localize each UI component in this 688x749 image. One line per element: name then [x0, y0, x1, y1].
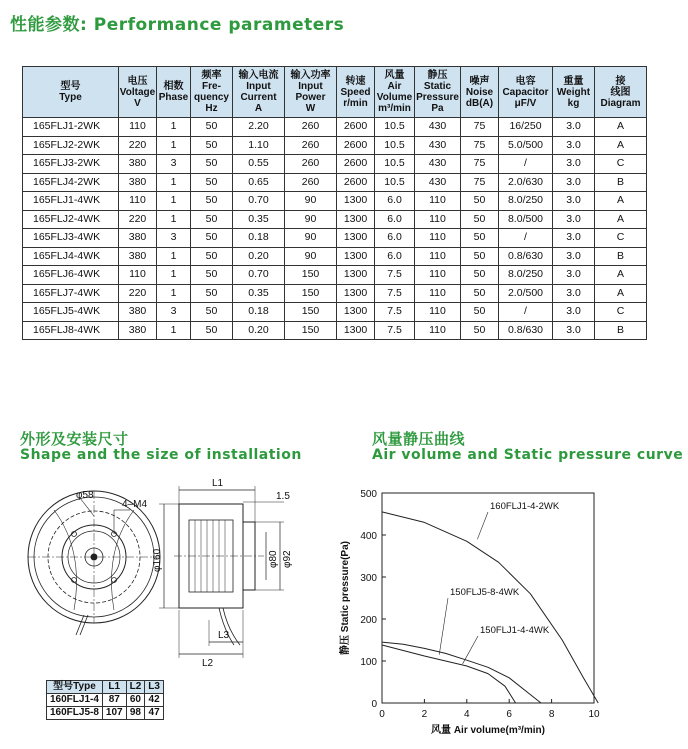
value-cell: 110: [415, 321, 461, 340]
value-cell: 2.20: [233, 118, 285, 137]
column-header-line: Diagram: [600, 97, 641, 109]
model-cell: 165FLJ3-2WK: [23, 155, 119, 174]
value-cell: 380: [119, 247, 157, 266]
value-cell: 220: [119, 284, 157, 303]
value-cell: 2600: [337, 173, 375, 192]
y-tick-label: 0: [371, 699, 377, 710]
value-cell: 3.0: [553, 210, 595, 229]
column-header-line: Voltage: [119, 86, 156, 98]
label-outer-dia: φ160: [152, 548, 163, 572]
value-cell: 430: [415, 118, 461, 137]
dimension-column-header: L2: [126, 681, 145, 694]
column-header-line: 噪声: [469, 75, 490, 87]
value-cell: 90: [285, 192, 337, 211]
column-header: [415, 67, 461, 118]
x-axis-label: 风量 Air volume(m³/min): [431, 725, 545, 736]
table-header-row: [23, 67, 647, 118]
model-cell: 165FLJ8-4WK: [23, 321, 119, 340]
value-cell: 110: [415, 266, 461, 285]
column-header-line: Pa: [431, 103, 444, 114]
value-cell: 7.5: [375, 321, 415, 340]
dimension-table-body: [47, 694, 164, 720]
value-cell: 1: [157, 136, 191, 155]
value-cell: 260: [285, 118, 337, 137]
model-cell: 165FLJ2-4WK: [23, 210, 119, 229]
column-header-line: Input: [298, 81, 323, 92]
value-cell: A: [595, 192, 647, 211]
value-cell: 50: [461, 210, 499, 229]
value-cell: 50: [461, 266, 499, 285]
y-tick-label: 500: [360, 489, 377, 500]
value-cell: 16/250: [499, 118, 553, 137]
value-cell: 110: [415, 210, 461, 229]
value-cell: 1300: [337, 303, 375, 322]
column-header-line: Noise: [465, 86, 494, 98]
model-cell: 165FLJ6-4WK: [23, 266, 119, 285]
value-cell: 3.0: [553, 266, 595, 285]
value-cell: 3.0: [553, 155, 595, 174]
column-header: [375, 67, 415, 118]
series-leader-line: [439, 598, 448, 655]
value-cell: 110: [119, 266, 157, 285]
curve-heading-en: Air volume and Static pressure curve: [372, 447, 684, 463]
value-cell: A: [595, 284, 647, 303]
dimension-column-header: L3: [145, 681, 164, 694]
dimension-table: [46, 680, 164, 720]
value-cell: 50: [191, 284, 233, 303]
value-cell: 1: [157, 266, 191, 285]
column-header-line: 重量: [563, 75, 584, 87]
value-cell: 3: [157, 303, 191, 322]
label-l1: L1: [212, 478, 224, 489]
series-label: 150FLJ1-4-4WK: [480, 625, 550, 636]
plot-frame: [382, 493, 594, 703]
model-cell: 165FLJ1-4WK: [23, 192, 119, 211]
model-cell: 165FLJ7-4WK: [23, 284, 119, 303]
column-header-line: Current: [240, 92, 277, 103]
x-tick-label: 4: [464, 709, 470, 720]
value-cell: 110: [415, 284, 461, 303]
value-cell: 110: [415, 247, 461, 266]
y-axis-label: 静压 Static pressure(Pa): [340, 541, 351, 655]
value-cell: 3.0: [553, 136, 595, 155]
column-header-line: 转速: [345, 75, 366, 87]
dimension-cell: 160FLJ1-4: [47, 694, 103, 707]
column-header-line: m³/min: [378, 103, 411, 114]
value-cell: 3.0: [553, 173, 595, 192]
value-cell: 1: [157, 210, 191, 229]
value-cell: 260: [285, 136, 337, 155]
value-cell: 50: [461, 303, 499, 322]
value-cell: 0.18: [233, 229, 285, 248]
model-cell: 165FLJ1-2WK: [23, 118, 119, 137]
value-cell: 50: [461, 229, 499, 248]
dimension-row: [47, 694, 164, 707]
value-cell: 0.8/630: [499, 321, 553, 340]
column-header-line: V: [134, 97, 141, 109]
value-cell: C: [595, 155, 647, 174]
value-cell: 75: [461, 155, 499, 174]
dimension-column-header: 型号Type: [47, 681, 103, 694]
value-cell: 75: [461, 136, 499, 155]
pressure-curve-chart: [330, 475, 620, 745]
value-cell: 8.0/500: [499, 210, 553, 229]
label-screws: 4–M4: [122, 499, 148, 510]
model-cell: 165FLJ4-4WK: [23, 247, 119, 266]
table-row: [23, 247, 647, 266]
table-row: [23, 284, 647, 303]
y-tick-label: 200: [360, 615, 377, 626]
column-header-line: dB(A): [465, 97, 494, 109]
value-cell: 7.5: [375, 303, 415, 322]
column-header: [553, 67, 595, 118]
value-cell: 150: [285, 284, 337, 303]
x-tick-label: 2: [421, 709, 428, 720]
value-cell: C: [595, 229, 647, 248]
value-cell: 5.0/500: [499, 136, 553, 155]
dimension-cell: 107: [102, 707, 126, 720]
value-cell: 10.5: [375, 118, 415, 137]
value-cell: 90: [285, 229, 337, 248]
column-header-line: Speed: [340, 86, 371, 98]
table-row: [23, 210, 647, 229]
value-cell: 50: [191, 118, 233, 137]
y-tick-label: 300: [360, 573, 377, 584]
value-cell: 3.0: [553, 192, 595, 211]
value-cell: 380: [119, 173, 157, 192]
value-cell: 50: [191, 247, 233, 266]
column-header-line: 风量: [384, 70, 405, 81]
y-tick-label: 400: [360, 531, 377, 542]
performance-table: [22, 66, 647, 340]
table-row: [23, 118, 647, 137]
value-cell: 3: [157, 229, 191, 248]
column-header: [191, 67, 233, 118]
heading-cn: 性能参数:: [10, 15, 88, 35]
table-row: [23, 155, 647, 174]
x-tick-label: 0: [379, 709, 385, 720]
value-cell: 0.8/630: [499, 247, 553, 266]
value-cell: 430: [415, 155, 461, 174]
value-cell: 220: [119, 136, 157, 155]
value-cell: 1300: [337, 284, 375, 303]
column-header-line: 线图: [610, 86, 631, 98]
value-cell: 1300: [337, 192, 375, 211]
installation-drawing: [14, 470, 314, 675]
value-cell: 430: [415, 136, 461, 155]
series-line: [382, 645, 516, 703]
value-cell: 1: [157, 247, 191, 266]
value-cell: 0.18: [233, 303, 285, 322]
column-header-line: quency: [193, 92, 229, 103]
value-cell: 50: [191, 266, 233, 285]
column-header: [595, 67, 647, 118]
column-header-line: 电容: [515, 75, 536, 87]
value-cell: 0.70: [233, 192, 285, 211]
label-dia-80: φ80: [268, 550, 279, 568]
value-cell: 0.20: [233, 247, 285, 266]
value-cell: 75: [461, 118, 499, 137]
x-tick-label: 10: [588, 709, 600, 720]
value-cell: 90: [285, 210, 337, 229]
value-cell: 110: [119, 118, 157, 137]
value-cell: 10.5: [375, 173, 415, 192]
value-cell: 1: [157, 284, 191, 303]
value-cell: 110: [415, 303, 461, 322]
value-cell: 3.0: [553, 321, 595, 340]
value-cell: 0.20: [233, 321, 285, 340]
value-cell: 430: [415, 173, 461, 192]
value-cell: B: [595, 321, 647, 340]
value-cell: 150: [285, 266, 337, 285]
value-cell: 1: [157, 118, 191, 137]
column-header-line: 静压: [427, 70, 448, 81]
column-header-line: W: [305, 103, 316, 114]
value-cell: 0.65: [233, 173, 285, 192]
value-cell: 1300: [337, 229, 375, 248]
value-cell: 6.0: [375, 229, 415, 248]
value-cell: 10.5: [375, 136, 415, 155]
value-cell: 50: [191, 155, 233, 174]
column-header: [157, 67, 191, 118]
column-header-line: Pressure: [416, 92, 459, 103]
value-cell: 0.35: [233, 210, 285, 229]
label-l2: L2: [202, 658, 214, 669]
value-cell: 2600: [337, 136, 375, 155]
column-header-line: Capacitor: [502, 86, 549, 98]
value-cell: 0.55: [233, 155, 285, 174]
model-cell: 165FLJ3-4WK: [23, 229, 119, 248]
value-cell: 1: [157, 192, 191, 211]
value-cell: 1: [157, 173, 191, 192]
column-header-line: Phase: [158, 92, 189, 103]
column-header-line: Power: [295, 92, 326, 103]
value-cell: 10.5: [375, 155, 415, 174]
series-leader-line: [463, 636, 478, 664]
table-row: [23, 321, 647, 340]
value-cell: 90: [285, 247, 337, 266]
column-header-line: Static: [423, 81, 452, 92]
column-header-line: Volume: [376, 92, 413, 103]
value-cell: 50: [461, 192, 499, 211]
value-cell: 50: [461, 247, 499, 266]
value-cell: 110: [119, 192, 157, 211]
value-cell: /: [499, 229, 553, 248]
value-cell: A: [595, 210, 647, 229]
value-cell: 6.0: [375, 210, 415, 229]
value-cell: A: [595, 136, 647, 155]
column-header: [285, 67, 337, 118]
value-cell: B: [595, 173, 647, 192]
front-view: [28, 491, 160, 635]
dimension-cell: 60: [126, 694, 145, 707]
value-cell: 3.0: [553, 303, 595, 322]
model-cell: 165FLJ5-4WK: [23, 303, 119, 322]
value-cell: 1300: [337, 266, 375, 285]
value-cell: 2.0/630: [499, 173, 553, 192]
heading-en: Performance parameters: [93, 15, 345, 35]
table-row: [23, 266, 647, 285]
value-cell: 380: [119, 303, 157, 322]
value-cell: 3.0: [553, 118, 595, 137]
column-header-line: Weight: [556, 86, 591, 98]
column-header-line: μF/V: [514, 97, 537, 109]
column-header: [337, 67, 375, 118]
column-header-line: 型号: [60, 81, 81, 92]
model-cell: 165FLJ2-2WK: [23, 136, 119, 155]
value-cell: 6.0: [375, 192, 415, 211]
value-cell: 260: [285, 155, 337, 174]
value-cell: 50: [191, 229, 233, 248]
value-cell: 8.0/250: [499, 266, 553, 285]
value-cell: C: [595, 303, 647, 322]
column-header-line: 相数: [163, 81, 184, 92]
value-cell: 50: [191, 210, 233, 229]
value-cell: A: [595, 266, 647, 285]
value-cell: 150: [285, 321, 337, 340]
label-dia-92: φ92: [282, 550, 293, 568]
table-row: [23, 192, 647, 211]
column-header-line: 频率: [201, 70, 222, 81]
y-tick-label: 100: [360, 657, 377, 668]
dimension-table-header: [47, 681, 164, 694]
label-l3: L3: [218, 630, 230, 641]
value-cell: 75: [461, 173, 499, 192]
value-cell: 1300: [337, 321, 375, 340]
value-cell: /: [499, 303, 553, 322]
value-cell: 0.35: [233, 284, 285, 303]
value-cell: 50: [461, 321, 499, 340]
column-header: [499, 67, 553, 118]
value-cell: 3.0: [553, 229, 595, 248]
value-cell: 7.5: [375, 284, 415, 303]
dimension-cell: 98: [126, 707, 145, 720]
table-row: [23, 136, 647, 155]
value-cell: 2600: [337, 118, 375, 137]
column-header-line: 接: [615, 75, 626, 87]
table-row: [23, 173, 647, 192]
model-cell: 165FLJ4-2WK: [23, 173, 119, 192]
column-header-line: 输入电流: [238, 70, 279, 81]
table-row: [23, 303, 647, 322]
column-header-line: Hz: [205, 103, 218, 114]
column-header: [23, 67, 119, 118]
value-cell: 3.0: [553, 247, 595, 266]
value-cell: 8.0/250: [499, 192, 553, 211]
value-cell: 220: [119, 210, 157, 229]
curve-heading-cn: 风量静压曲线: [372, 430, 466, 448]
series-label: 160FLJ1-4-2WK: [490, 501, 560, 512]
value-cell: 7.5: [375, 266, 415, 285]
value-cell: 1300: [337, 210, 375, 229]
value-cell: 50: [461, 284, 499, 303]
column-header: [461, 67, 499, 118]
dimension-row: [47, 707, 164, 720]
value-cell: 1.10: [233, 136, 285, 155]
value-cell: 50: [191, 173, 233, 192]
x-tick-label: 6: [506, 709, 512, 720]
dimension-cell: 87: [102, 694, 126, 707]
value-cell: 1: [157, 321, 191, 340]
dimension-cell: 47: [145, 707, 164, 720]
value-cell: 380: [119, 155, 157, 174]
column-header-line: r/min: [343, 97, 368, 109]
value-cell: 2.0/500: [499, 284, 553, 303]
value-cell: 2600: [337, 155, 375, 174]
value-cell: 110: [415, 229, 461, 248]
value-cell: 6.0: [375, 247, 415, 266]
shape-heading-cn: 外形及安装尺寸: [20, 430, 129, 448]
value-cell: 50: [191, 303, 233, 322]
column-header-line: Air: [387, 81, 402, 92]
column-header: [233, 67, 285, 118]
series-line: [382, 512, 598, 703]
dimension-cell: 42: [145, 694, 164, 707]
value-cell: 50: [191, 192, 233, 211]
column-header-line: 输入功率: [290, 70, 331, 81]
column-header-line: A: [254, 103, 263, 114]
dimension-cell: 160FLJ5-8: [47, 707, 103, 720]
value-cell: 0.70: [233, 266, 285, 285]
column-header-line: kg: [567, 97, 580, 109]
dimension-column-header: L1: [102, 681, 126, 694]
value-cell: 50: [191, 321, 233, 340]
value-cell: B: [595, 247, 647, 266]
shape-heading-en: Shape and the size of installation: [20, 447, 302, 463]
column-header-line: 电压: [127, 75, 148, 87]
column-header-line: Fre-: [202, 81, 221, 92]
value-cell: 3: [157, 155, 191, 174]
series-leader-line: [477, 512, 488, 539]
value-cell: 3.0: [553, 284, 595, 303]
table-row: [23, 229, 647, 248]
value-cell: 1300: [337, 247, 375, 266]
value-cell: 50: [191, 136, 233, 155]
label-hole-dia: φ58: [76, 490, 94, 501]
value-cell: 110: [415, 192, 461, 211]
column-header-line: Type: [59, 92, 82, 103]
value-cell: A: [595, 118, 647, 137]
page-heading: [10, 10, 344, 35]
value-cell: 380: [119, 229, 157, 248]
table-body: [23, 118, 647, 340]
column-header: [119, 67, 157, 118]
series-label: 150FLJ5-8-4WK: [450, 587, 520, 598]
column-header-line: Input: [246, 81, 271, 92]
value-cell: 150: [285, 303, 337, 322]
value-cell: /: [499, 155, 553, 174]
value-cell: 260: [285, 173, 337, 192]
x-tick-label: 8: [548, 709, 555, 720]
label-gap: 1.5: [276, 491, 290, 502]
value-cell: 380: [119, 321, 157, 340]
